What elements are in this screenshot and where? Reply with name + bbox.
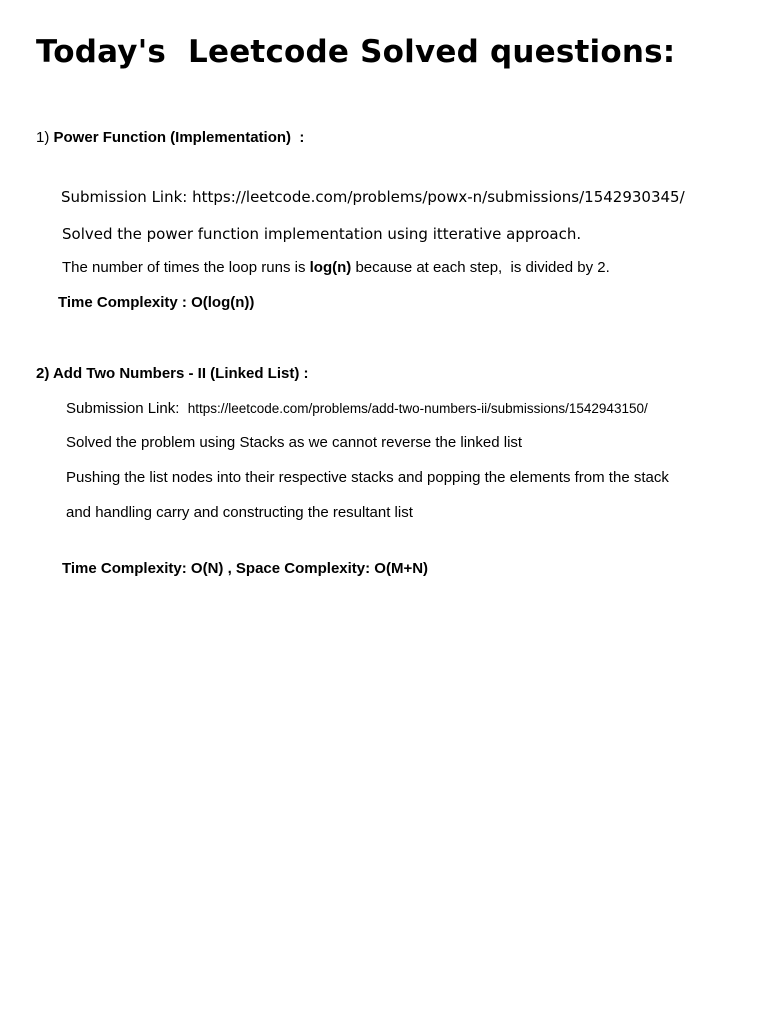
q2-line-3: and handling carry and constructing the resultant list: [66, 504, 413, 521]
q2-heading: 2) Add Two Numbers - II (Linked List) :: [36, 365, 309, 382]
q1-note-before: The number of times the loop runs is: [62, 259, 310, 276]
q1-submission-link[interactable]: https://leetcode.com/problems/powx-n/submissions/1542930345/: [192, 188, 685, 206]
q1-submission-label: Submission Link:: [61, 188, 188, 206]
q2-complexity: Time Complexity: O(N) , Space Complexity: O(M+N): [62, 560, 429, 577]
q2-submission-line: [66, 399, 648, 419]
q2-submission-link[interactable]: https://leetcode.com/problems/add-two-numbers-ii/submissions/1542943150/: [187, 401, 648, 416]
q1-complexity: Time Complexity : O(log(n)): [58, 294, 255, 311]
q1-note: [62, 258, 610, 278]
q2-submission-label: Submission Link:: [66, 400, 180, 417]
q1-heading: Power Function (Implementation) :: [53, 129, 305, 146]
q1-note-after: because at each step, is divided by 2.: [351, 259, 610, 276]
q2-line-1: Solved the problem using Stacks as we cannot reverse the linked list: [66, 434, 523, 451]
q1-summary: Solved the power function implementation using itterative approach.: [62, 225, 582, 243]
q1-heading-line: [36, 128, 304, 148]
q1-submission-line: [61, 187, 685, 207]
page-title: Today's Leetcode Solved questions:: [36, 34, 676, 70]
q1-number: 1): [36, 129, 50, 146]
q2-line-2: Pushing the list nodes into their respective stacks and popping the elements from the stack: [66, 469, 669, 486]
q1-note-bold: log(n): [309, 259, 352, 276]
